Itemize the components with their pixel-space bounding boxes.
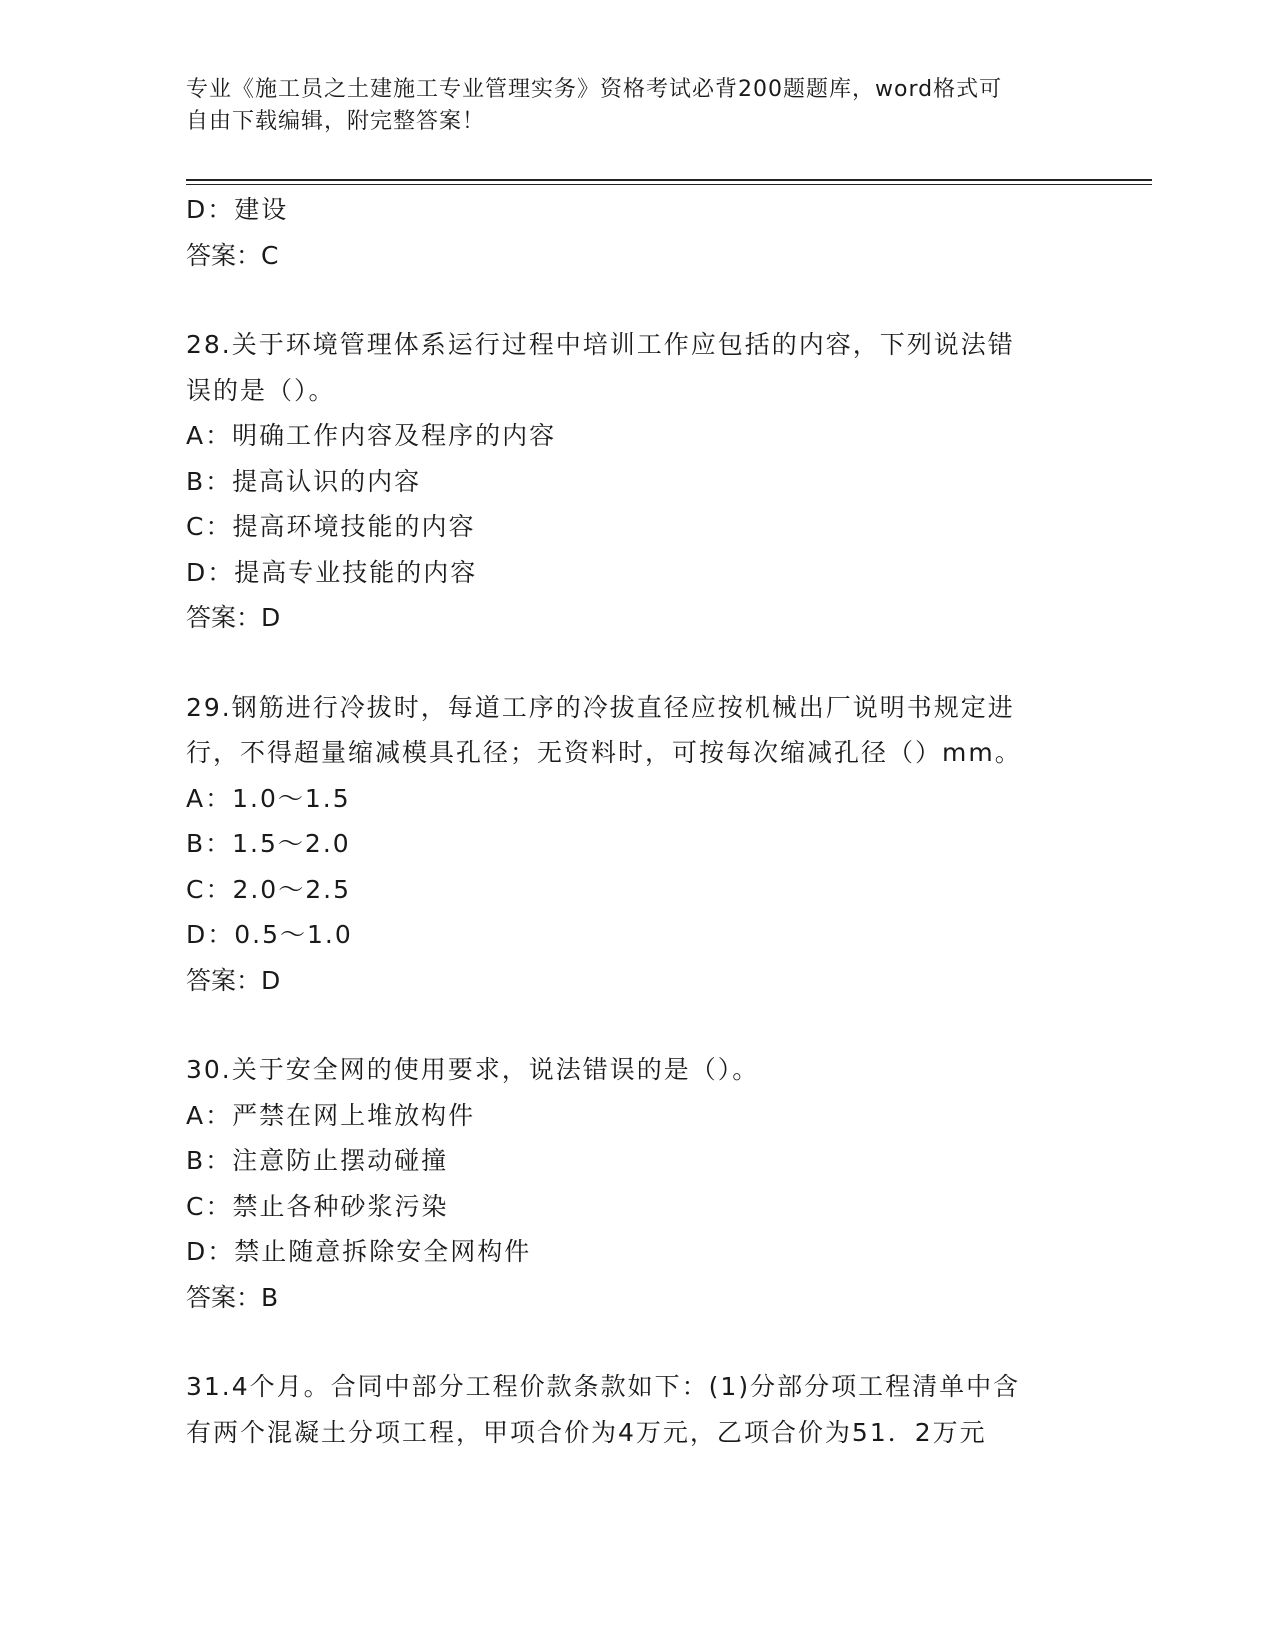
option-a: A：明确工作内容及程序的内容 [186,421,557,450]
question-text-cont: 行，不得超量缩减模具孔径；无资料时，可按每次缩减孔径（）mm。 [186,738,1022,767]
question-content [186,187,1086,1455]
header-divider [186,179,1152,181]
answer-line: 答案：D [186,603,281,632]
option-b: B：注意防止摆动碰撞 [186,1146,449,1175]
option-c: C：禁止各种砂浆污染 [186,1191,449,1221]
answer-line: 答案：C [186,240,279,270]
answer-line: 答案：D [186,965,281,995]
question-text: 31.4个月。合同中部分工程价款条款如下：(1)分部分项工程清单中含 [186,1372,1021,1401]
option-a: A：1.0～1.5 [186,783,351,813]
option-d: D：0.5～1.0 [186,920,353,949]
question-text: 29.钢筋进行冷拔时，每道工序的冷拔直径应按机械出厂说明书规定进 [186,692,1015,722]
option-b: B：提高认识的内容 [186,466,422,496]
option-b: B：1.5～2.0 [186,829,351,858]
header-title-line-2: 自由下载编辑，附完整答案！ [186,109,486,134]
option-d: D：建设 [186,195,289,224]
question-text: 28.关于环境管理体系运行过程中培训工作应包括的内容，下列说法错 [186,330,1015,359]
question-30 [186,1047,1086,1320]
header-title-line-1: 专业《施工员之土建施工专业管理实务》资格考试必背200题题库，word格式可 [186,77,1003,102]
question-29 [186,685,1086,1004]
question-text-cont: 有两个混凝土分项工程，甲项合价为4万元，乙项合价为51．2万元 [186,1417,987,1447]
answer-line: 答案：B [186,1282,279,1312]
question-28 [186,322,1086,641]
question-text-cont: 误的是（）。 [186,375,336,405]
option-a: A：严禁在网上堆放构件 [186,1100,476,1130]
option-d: D：提高专业技能的内容 [186,557,478,587]
document-header [186,74,1066,138]
question-text: 30.关于安全网的使用要求，说法错误的是（）。 [186,1055,760,1084]
option-c: C：2.0～2.5 [186,874,351,904]
option-c: C：提高环境技能的内容 [186,512,476,541]
question-31 [186,1364,1086,1455]
option-d: D：禁止随意拆除安全网构件 [186,1237,532,1266]
header-divider-thin [186,184,1152,185]
